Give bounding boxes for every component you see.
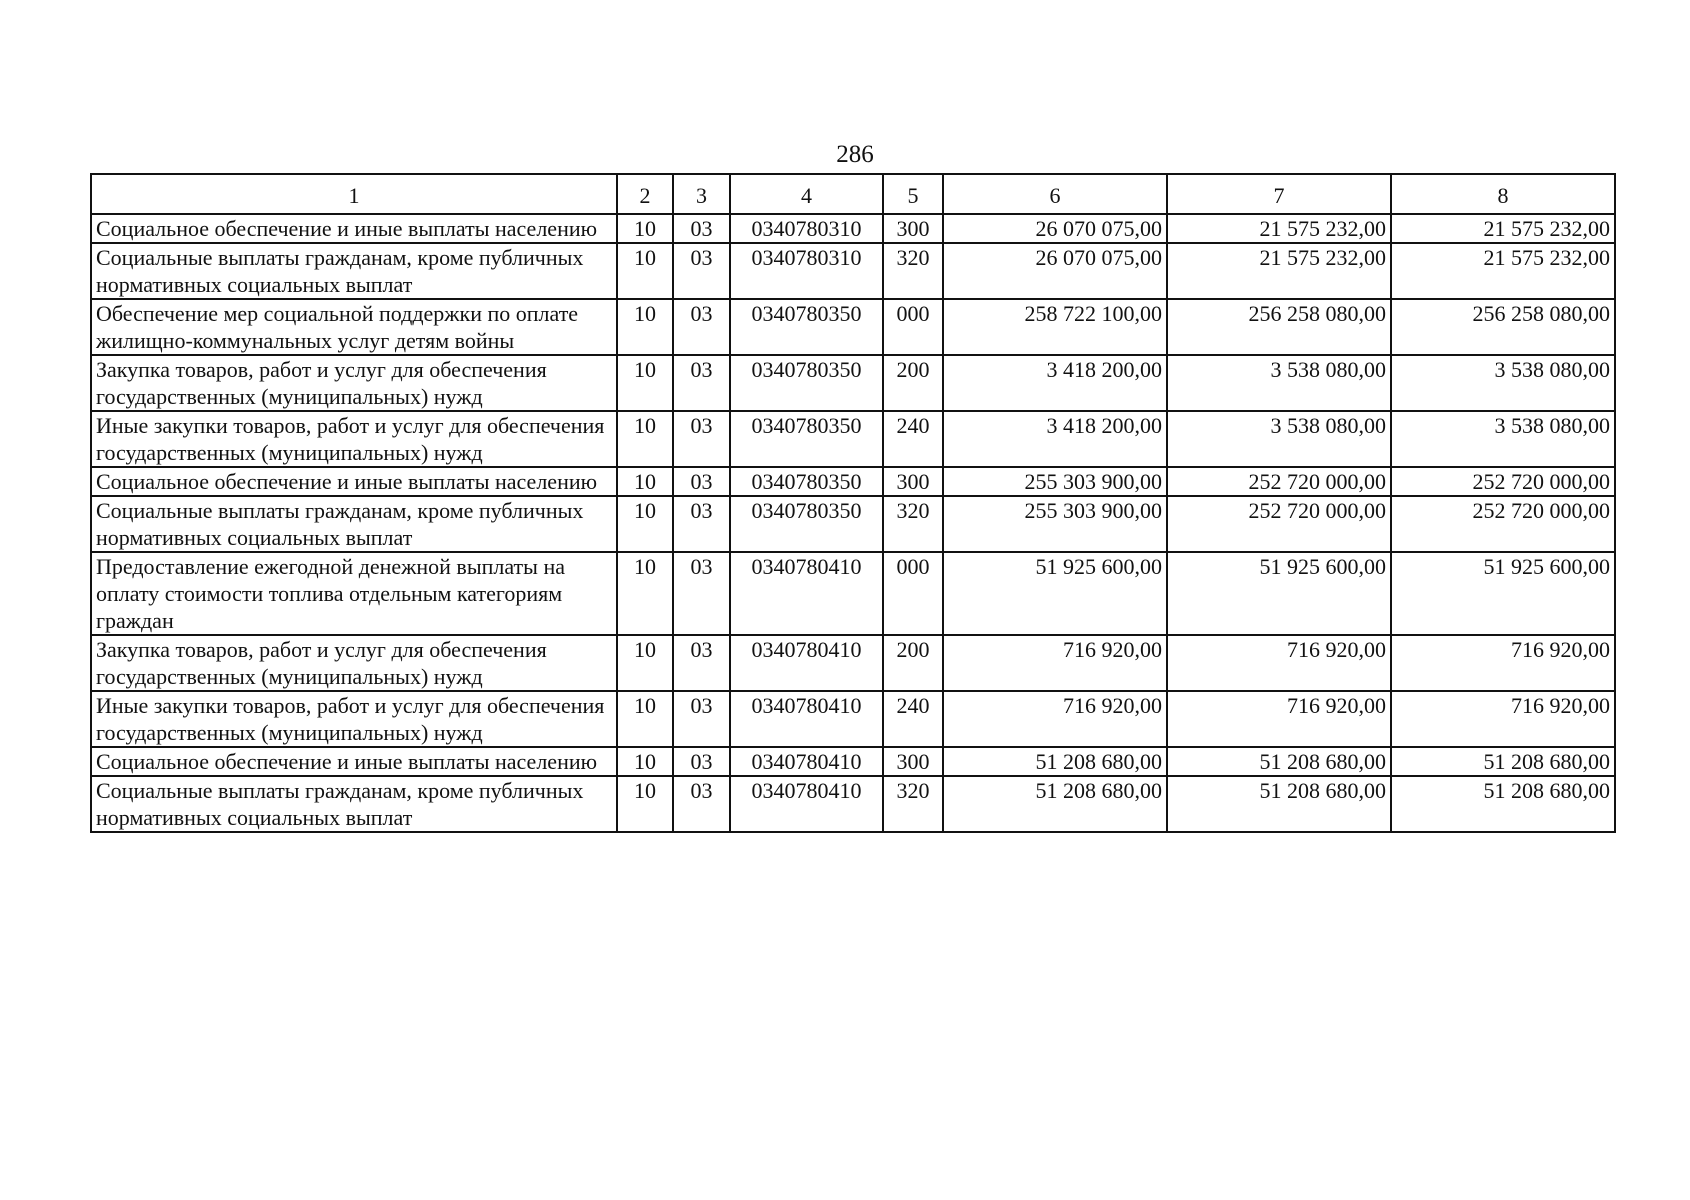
target-article-cell: 0340780310	[730, 243, 883, 299]
amount-cell-7: 252 720 000,00	[1167, 467, 1391, 496]
target-article-cell: 0340780410	[730, 691, 883, 747]
subsection-code-cell: 03	[673, 552, 730, 635]
expense-type-cell: 320	[883, 243, 943, 299]
header-cell: 6	[943, 174, 1167, 214]
subsection-code-cell: 03	[673, 299, 730, 355]
target-article-cell: 0340780350	[730, 496, 883, 552]
section-code-cell: 10	[617, 552, 673, 635]
subsection-code-cell: 03	[673, 411, 730, 467]
subsection-code-cell: 03	[673, 691, 730, 747]
expense-type-cell: 000	[883, 299, 943, 355]
section-code-cell: 10	[617, 635, 673, 691]
section-code-cell: 10	[617, 747, 673, 776]
subsection-code-cell: 03	[673, 243, 730, 299]
subsection-code-cell: 03	[673, 355, 730, 411]
expense-type-cell: 240	[883, 691, 943, 747]
amount-cell-8: 51 925 600,00	[1391, 552, 1615, 635]
amount-cell-7: 3 538 080,00	[1167, 355, 1391, 411]
section-code-cell: 10	[617, 411, 673, 467]
section-code-cell: 10	[617, 214, 673, 243]
target-article-cell: 0340780410	[730, 747, 883, 776]
section-code-cell: 10	[617, 496, 673, 552]
amount-cell-8: 716 920,00	[1391, 635, 1615, 691]
expense-type-cell: 200	[883, 355, 943, 411]
subsection-code-cell: 03	[673, 635, 730, 691]
amount-cell-7: 3 538 080,00	[1167, 411, 1391, 467]
section-code-cell: 10	[617, 776, 673, 832]
item-name-cell: Социальные выплаты гражданам, кроме публичных нормативных социальных выплат	[91, 776, 617, 832]
subsection-code-cell: 03	[673, 467, 730, 496]
table-row	[91, 299, 1615, 355]
amount-cell-6: 716 920,00	[943, 691, 1167, 747]
header-cell: 7	[1167, 174, 1391, 214]
table-row	[91, 214, 1615, 243]
amount-cell-8: 252 720 000,00	[1391, 467, 1615, 496]
amount-cell-8: 256 258 080,00	[1391, 299, 1615, 355]
amount-cell-8: 51 208 680,00	[1391, 747, 1615, 776]
target-article-cell: 0340780350	[730, 467, 883, 496]
section-code-cell: 10	[617, 243, 673, 299]
item-name-cell: Социальное обеспечение и иные выплаты населению	[91, 214, 617, 243]
table-row	[91, 747, 1615, 776]
table-row	[91, 552, 1615, 635]
item-name-cell: Закупка товаров, работ и услуг для обеспечения государственных (муниципальных) нужд	[91, 355, 617, 411]
amount-cell-8: 3 538 080,00	[1391, 355, 1615, 411]
amount-cell-6: 51 208 680,00	[943, 776, 1167, 832]
expense-type-cell: 200	[883, 635, 943, 691]
target-article-cell: 0340780350	[730, 411, 883, 467]
target-article-cell: 0340780410	[730, 552, 883, 635]
item-name-cell: Социальные выплаты гражданам, кроме публичных нормативных социальных выплат	[91, 496, 617, 552]
amount-cell-6: 255 303 900,00	[943, 467, 1167, 496]
expense-type-cell: 320	[883, 776, 943, 832]
expense-type-cell: 300	[883, 214, 943, 243]
amount-cell-7: 256 258 080,00	[1167, 299, 1391, 355]
budget-table	[90, 173, 1616, 833]
expense-type-cell: 240	[883, 411, 943, 467]
amount-cell-6: 716 920,00	[943, 635, 1167, 691]
item-name-cell: Обеспечение мер социальной поддержки по оплате жилищно-коммунальных услуг детям войны	[91, 299, 617, 355]
amount-cell-6: 26 070 075,00	[943, 214, 1167, 243]
table-row	[91, 355, 1615, 411]
amount-cell-7: 51 925 600,00	[1167, 552, 1391, 635]
amount-cell-8: 51 208 680,00	[1391, 776, 1615, 832]
target-article-cell: 0340780410	[730, 635, 883, 691]
target-article-cell: 0340780350	[730, 299, 883, 355]
amount-cell-7: 21 575 232,00	[1167, 243, 1391, 299]
amount-cell-6: 3 418 200,00	[943, 411, 1167, 467]
section-code-cell: 10	[617, 691, 673, 747]
amount-cell-6: 26 070 075,00	[943, 243, 1167, 299]
header-row	[91, 174, 1615, 214]
header-cell: 5	[883, 174, 943, 214]
subsection-code-cell: 03	[673, 776, 730, 832]
table-row	[91, 635, 1615, 691]
table-row	[91, 496, 1615, 552]
expense-type-cell: 320	[883, 496, 943, 552]
amount-cell-8: 21 575 232,00	[1391, 243, 1615, 299]
section-code-cell: 10	[617, 467, 673, 496]
subsection-code-cell: 03	[673, 747, 730, 776]
table-row	[91, 467, 1615, 496]
header-cell: 1	[91, 174, 617, 214]
amount-cell-7: 51 208 680,00	[1167, 747, 1391, 776]
amount-cell-8: 716 920,00	[1391, 691, 1615, 747]
expense-type-cell: 000	[883, 552, 943, 635]
target-article-cell: 0340780350	[730, 355, 883, 411]
amount-cell-8: 3 538 080,00	[1391, 411, 1615, 467]
amount-cell-7: 51 208 680,00	[1167, 776, 1391, 832]
header-cell: 8	[1391, 174, 1615, 214]
amount-cell-7: 716 920,00	[1167, 691, 1391, 747]
item-name-cell: Иные закупки товаров, работ и услуг для обеспечения государственных (муниципальных) нужд	[91, 691, 617, 747]
item-name-cell: Социальное обеспечение и иные выплаты населению	[91, 467, 617, 496]
amount-cell-8: 252 720 000,00	[1391, 496, 1615, 552]
header-cell: 2	[617, 174, 673, 214]
amount-cell-7: 716 920,00	[1167, 635, 1391, 691]
item-name-cell: Закупка товаров, работ и услуг для обеспечения государственных (муниципальных) нужд	[91, 635, 617, 691]
amount-cell-6: 3 418 200,00	[943, 355, 1167, 411]
amount-cell-7: 21 575 232,00	[1167, 214, 1391, 243]
header-cell: 4	[730, 174, 883, 214]
target-article-cell: 0340780310	[730, 214, 883, 243]
section-code-cell: 10	[617, 299, 673, 355]
amount-cell-7: 252 720 000,00	[1167, 496, 1391, 552]
section-code-cell: 10	[617, 355, 673, 411]
table-row	[91, 243, 1615, 299]
item-name-cell: Социальные выплаты гражданам, кроме публичных нормативных социальных выплат	[91, 243, 617, 299]
amount-cell-6: 51 925 600,00	[943, 552, 1167, 635]
amount-cell-8: 21 575 232,00	[1391, 214, 1615, 243]
table-row	[91, 691, 1615, 747]
item-name-cell: Социальное обеспечение и иные выплаты населению	[91, 747, 617, 776]
table-row	[91, 776, 1615, 832]
item-name-cell: Предоставление ежегодной денежной выплаты на оплату стоимости топлива отдельным категориям граждан	[91, 552, 617, 635]
amount-cell-6: 258 722 100,00	[943, 299, 1167, 355]
header-cell: 3	[673, 174, 730, 214]
expense-type-cell: 300	[883, 747, 943, 776]
page-number: 286	[836, 141, 874, 168]
table-row	[91, 411, 1615, 467]
expense-type-cell: 300	[883, 467, 943, 496]
target-article-cell: 0340780410	[730, 776, 883, 832]
subsection-code-cell: 03	[673, 496, 730, 552]
subsection-code-cell: 03	[673, 214, 730, 243]
amount-cell-6: 51 208 680,00	[943, 747, 1167, 776]
amount-cell-6: 255 303 900,00	[943, 496, 1167, 552]
item-name-cell: Иные закупки товаров, работ и услуг для обеспечения государственных (муниципальных) нужд	[91, 411, 617, 467]
